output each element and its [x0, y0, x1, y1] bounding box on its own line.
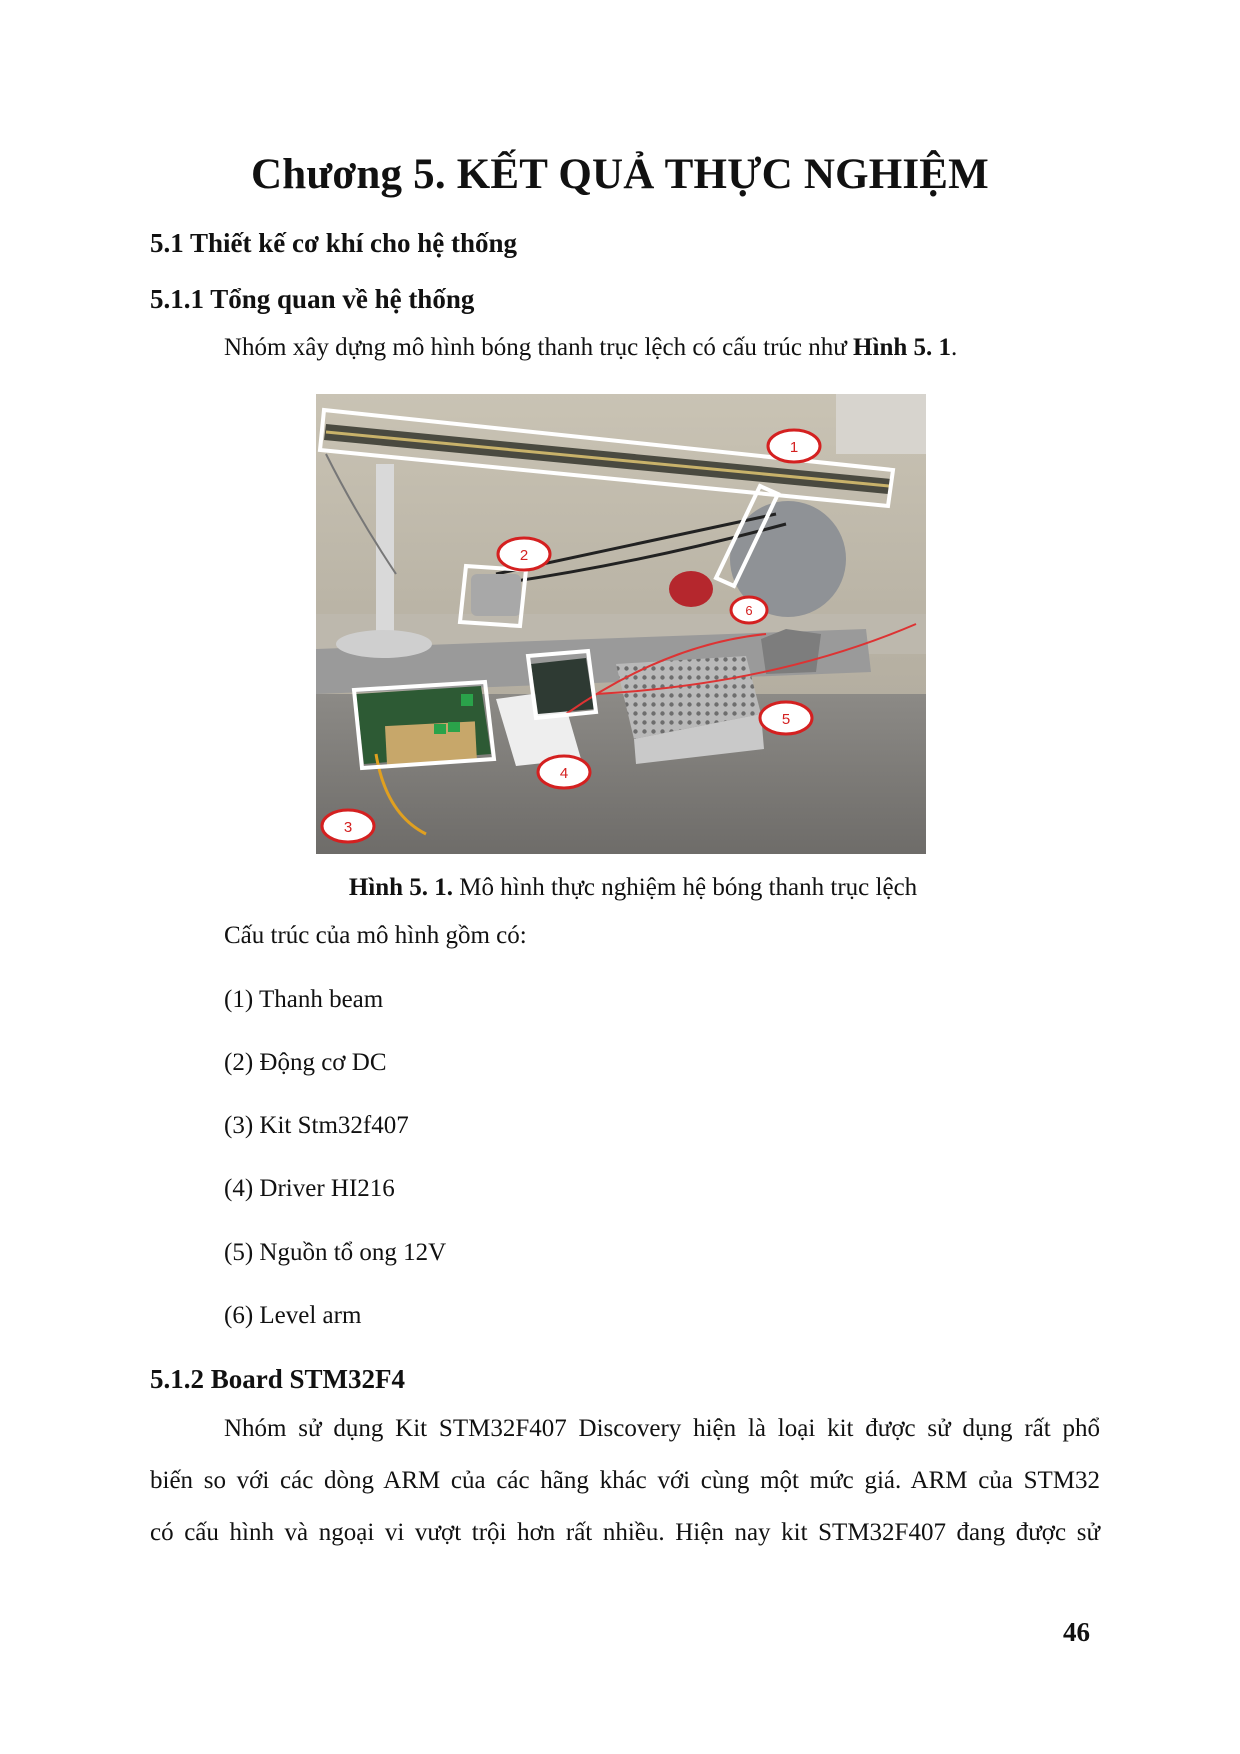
section-heading-5-1-2: 5.1.2 Board STM32F4 [150, 1364, 406, 1394]
figure-caption-label: Hình 5. 1. [348, 874, 454, 901]
structure-intro: Cấu trúc của mô hình gồm có: [224, 922, 527, 949]
list-item: (5) Nguồn tổ ong 12V [224, 1239, 447, 1266]
page-number: 46 [1063, 1617, 1090, 1647]
callout-4-label: 4 [559, 765, 569, 782]
intro-text: Nhóm xây dựng mô hình bóng thanh trục lệch có cấu trúc như [224, 334, 854, 361]
body-line-3 [150, 1519, 1100, 1547]
figure-reference: Hình 5. 1 [853, 334, 951, 361]
figure-caption-text: Mô hình thực nghiệm hệ bóng thanh trục lệch [453, 874, 918, 901]
callout-6 [731, 597, 767, 623]
callout-2-label: 2 [519, 547, 529, 564]
chapter-title: Chương 5. KẾT QUẢ THỰC NGHIỆM [251, 151, 989, 198]
callout-6-label: 6 [745, 603, 753, 618]
system-photo [316, 394, 926, 854]
callout-3 [322, 810, 374, 842]
callout-3-label: 3 [343, 819, 353, 836]
body-line-1 [224, 1415, 1100, 1443]
list-item: (4) Driver HI216 [224, 1175, 395, 1202]
section-heading-5-1-1: 5.1.1 Tổng quan về hệ thống [150, 284, 475, 314]
body-line-3-text: có cấu hình và ngoại vi vượt trội hơn rất nhiều. Hiện nay kit STM32F407 đang được sử [150, 1519, 1100, 1546]
callout-5 [760, 702, 812, 734]
figure-caption [0, 874, 1240, 902]
list-item: (1) Thanh beam [224, 986, 384, 1013]
intro-end: . [951, 334, 958, 361]
list-item: (3) Kit Stm32f407 [224, 1112, 409, 1139]
system-photo-figure [316, 394, 926, 854]
callout-2 [498, 538, 550, 570]
body-line-2 [150, 1467, 1100, 1495]
body-line-1-text: Nhóm sử dụng Kit STM32F407 Discovery hiện là loại kit được sử dụng rất phổ [224, 1415, 1100, 1442]
callout-1-label: 1 [789, 439, 799, 456]
section-heading-5-1: 5.1 Thiết kế cơ khí cho hệ thống [150, 228, 518, 258]
intro-paragraph [224, 334, 1174, 362]
body-line-2-text: biến so với các dòng ARM của các hãng khác với cùng một mức giá. ARM của STM32 [150, 1467, 1100, 1494]
callout-4 [538, 756, 590, 788]
list-item: (6) Level arm [224, 1302, 362, 1329]
callout-1 [768, 430, 820, 462]
list-item: (2) Động cơ DC [224, 1049, 387, 1076]
callout-5-label: 5 [781, 711, 791, 728]
dc-motor [471, 574, 521, 616]
driver-board [531, 658, 594, 714]
